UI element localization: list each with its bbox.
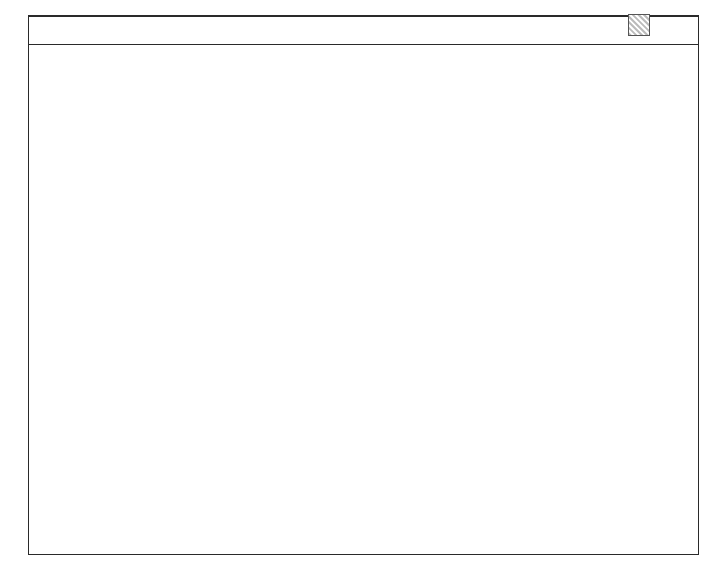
table-title	[29, 16, 698, 45]
schedule-table	[28, 15, 699, 555]
qr-code-icon	[628, 14, 650, 36]
day-heading	[29, 16, 698, 17]
